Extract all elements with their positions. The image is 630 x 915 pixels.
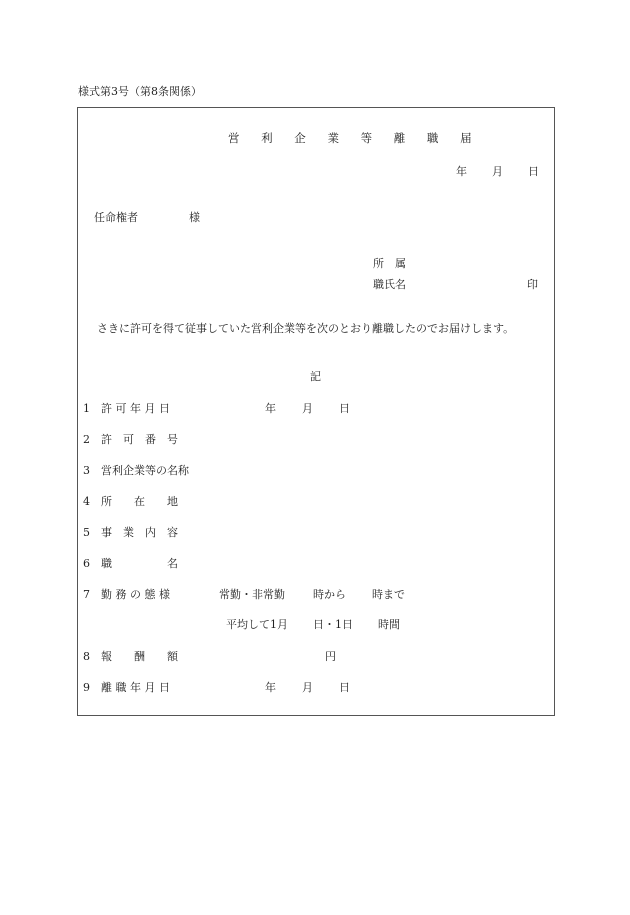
work-from: 時から: [313, 588, 346, 601]
item-label-position: 職 名: [101, 557, 178, 570]
work-until: 時まで: [372, 588, 405, 601]
resignation-date-year: 年: [265, 681, 276, 694]
ki-label: 記: [310, 370, 321, 383]
item-label-business: 事 業 内 容: [101, 526, 178, 539]
date-year-label: 年: [456, 165, 467, 178]
permit-date-year: 年: [265, 402, 276, 415]
permit-date-month: 月: [302, 402, 313, 415]
item-label-company-name: 営利企業等の名称: [101, 464, 189, 477]
item-label-resignation-date: 離 職 年 月 日: [101, 681, 170, 694]
item-number: 9: [83, 681, 90, 694]
seal-label: 印: [527, 278, 538, 291]
work-type: 常勤・非常勤: [219, 588, 285, 601]
addressee-role: 任命権者: [94, 211, 138, 224]
item-number: 6: [83, 557, 90, 570]
item-number: 3: [83, 464, 90, 477]
work-average-prefix: 平均して1月: [226, 618, 288, 631]
compensation-unit: 円: [325, 650, 336, 663]
item-label-compensation: 報 酬 額: [101, 650, 178, 663]
permit-date-day: 日: [339, 402, 350, 415]
item-number: 7: [83, 588, 90, 601]
body-statement: さきに許可を得て従事していた営利企業等を次のとおり離職したのでお届けします。: [97, 322, 515, 335]
item-label-work-mode: 勤 務 の 態 様: [101, 588, 170, 601]
work-hours: 時間: [378, 618, 400, 631]
item-label-location: 所 在 地: [101, 495, 178, 508]
addressee-honorific: 様: [189, 211, 200, 224]
work-days: 日・1日: [313, 618, 353, 631]
item-number: 8: [83, 650, 90, 663]
name-label: 職氏名: [373, 278, 406, 291]
item-number: 4: [83, 495, 90, 508]
affiliation-label: 所 属: [373, 257, 406, 270]
item-label-permit-date: 許 可 年 月 日: [101, 402, 170, 415]
date-month-label: 月: [492, 165, 503, 178]
form-number-label: 様式第3号（第8条関係）: [78, 85, 202, 98]
resignation-date-day: 日: [339, 681, 350, 694]
item-number: 5: [83, 526, 90, 539]
item-label-permit-number: 許 可 番 号: [101, 433, 178, 446]
item-number: 1: [83, 402, 90, 415]
document-title: 営 利 企 業 等 離 職 届: [228, 131, 481, 145]
item-number: 2: [83, 433, 90, 446]
resignation-date-month: 月: [302, 681, 313, 694]
date-day-label: 日: [528, 165, 539, 178]
